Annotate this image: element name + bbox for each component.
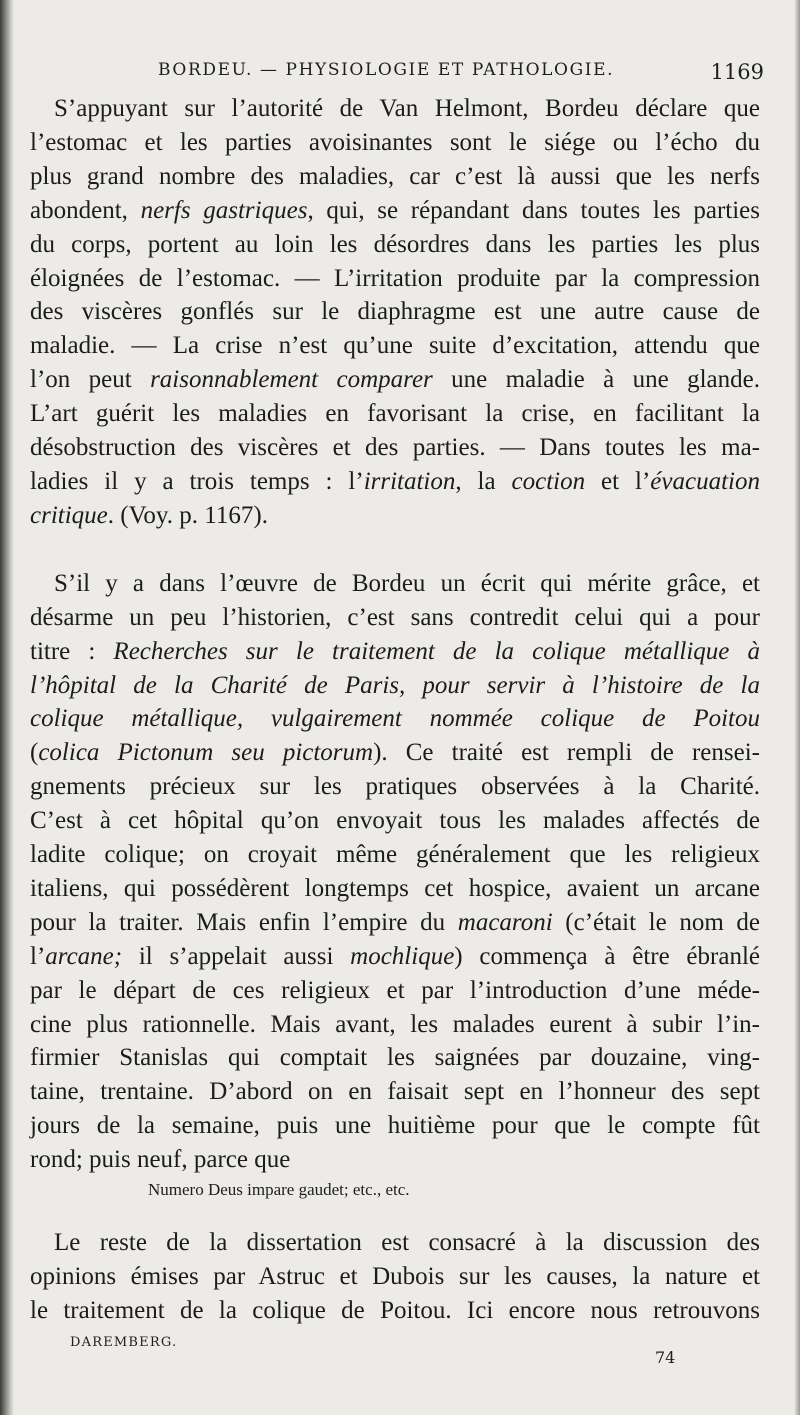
text-run: C’est à cet hôpital qu’on envoyait tous les malades affectés de xyxy=(30,807,760,835)
text-line xyxy=(30,1008,760,1042)
text-run: . (Voy. p. 1167). xyxy=(107,501,268,529)
italic-phrase: arcane; xyxy=(45,942,123,970)
text-run: taine, trentaine. D’abord on en faisait sept en l’honneur des sept xyxy=(30,1078,760,1106)
text-line xyxy=(30,770,760,804)
text-run: S’appuyant sur l’autorité de Van Helmont, Bordeu déclare que xyxy=(54,95,760,122)
text-run: gnements précieux sur les pratiques observées à la Charité. xyxy=(30,773,760,801)
text-line xyxy=(30,567,760,601)
text-run: l’estomac et les parties avoisinantes sont le siége ou l’écho du xyxy=(30,128,760,156)
text-line xyxy=(30,601,760,635)
text-line xyxy=(30,872,760,906)
text-run: le traitement de la colique de Poitou. Ici encore nous retrouvons xyxy=(30,1297,760,1324)
text-run: opinions émises par Astruc et Dubois sur les causes, la nature et xyxy=(30,1263,760,1290)
text-run: rond; puis neuf, parce que xyxy=(30,1146,291,1174)
latin-quotation: Numero Deus impare gaudet; etc., etc. xyxy=(148,1180,410,1199)
text-line xyxy=(30,1294,760,1328)
running-head-title: BORDEU. — PHYSIOLOGIE ET PATHOLOGIE. xyxy=(158,60,615,80)
text-run: titre : xyxy=(30,637,114,665)
text-line xyxy=(30,499,760,533)
text-run: jours de la semaine, puis une huitième pour que le compte fût xyxy=(30,1112,760,1140)
text-run: ( xyxy=(30,739,39,767)
paragraph-gap xyxy=(30,533,760,567)
text-line xyxy=(30,465,760,499)
text-run: des viscères gonflés sur le diaphragme est une autre cause de xyxy=(30,298,760,326)
text-run: désobstruction des viscères et des parties. — Dans toutes les ma- xyxy=(30,434,760,462)
text-line xyxy=(30,974,760,1008)
italic-phrase: irritation xyxy=(363,467,456,495)
italic-phrase: Recherches sur le traitement de la colique métallique à xyxy=(113,637,760,665)
text-line xyxy=(30,160,760,194)
italic-phrase: coction xyxy=(511,467,586,495)
text-run: plus grand nombre des maladies, car c’est là aussi que les nerfs xyxy=(30,162,760,190)
text-run: pour la traiter. Mais enfin l’empire du xyxy=(30,908,458,936)
text-line xyxy=(30,702,760,736)
text-run: abondent, xyxy=(30,196,141,224)
text-run: ). Ce traité est rempli de rensei- xyxy=(373,739,760,767)
page-edge-shadow xyxy=(794,0,800,1415)
paragraph-colique xyxy=(30,567,760,1177)
text-line xyxy=(30,1143,760,1177)
text-line xyxy=(30,1109,760,1143)
text-run: et l’ xyxy=(585,467,651,495)
text-line xyxy=(30,736,760,770)
text-line xyxy=(30,329,760,363)
text-run: cine plus rationnelle. Mais avant, les malades eurent à subir l’in- xyxy=(30,1010,760,1038)
text-run: du corps, portent au loin les désordres dans les parties les plus xyxy=(30,230,760,258)
text-line xyxy=(30,397,760,431)
text-line xyxy=(30,228,760,262)
text-line xyxy=(30,906,760,940)
text-run: , qui, se répandant dans toutes les parties xyxy=(307,196,760,224)
italic-phrase: raisonnablement comparer xyxy=(150,366,433,394)
main-text xyxy=(30,92,760,1177)
printer-signature: DAREMBERG. xyxy=(70,1335,178,1350)
paragraph-autorite xyxy=(30,92,760,533)
text-run: firmier Stanislas qui comptait les saignées par douzaine, ving- xyxy=(30,1044,760,1072)
text-line xyxy=(30,940,760,974)
text-line xyxy=(30,262,760,296)
text-line xyxy=(30,363,760,397)
italic-phrase: mochlique xyxy=(350,942,455,970)
text-line xyxy=(30,1226,760,1260)
text-line xyxy=(30,431,760,465)
text-line xyxy=(30,295,760,329)
text-run: Le reste de la dissertation est consacré à la discussion des xyxy=(54,1229,760,1256)
text-run: l’ xyxy=(30,942,46,970)
paragraph-dissertation xyxy=(30,1226,760,1328)
text-run: L’art guérit les maladies en favorisant la crise, en facilitant la xyxy=(30,400,760,428)
text-run: (c’était le nom de xyxy=(552,908,760,936)
text-line xyxy=(30,1260,760,1294)
italic-phrase: colique métallique, vulgairement nommée colique de Poitou xyxy=(30,705,760,733)
text-run: l’on peut xyxy=(30,366,151,394)
text-run: ladite colique; on croyait même généralement que les religieux xyxy=(30,841,760,869)
text-line xyxy=(30,838,760,872)
text-run: ladies il y a trois temps : l’ xyxy=(30,467,364,495)
signature-folio: 74 xyxy=(655,1348,676,1367)
text-line xyxy=(30,635,760,669)
text-run: par le départ de ces religieux et par l’introduction d’une méde- xyxy=(30,976,760,1004)
text-line xyxy=(30,126,760,160)
running-head xyxy=(0,58,800,88)
text-run: , la xyxy=(455,467,512,495)
page-gutter-shadow xyxy=(0,0,14,1415)
text-run: éloignées de l’estomac. — L’irritation produite par la compression xyxy=(30,264,760,292)
text-run: une maladie à une glande. xyxy=(432,366,760,394)
text-run: il s’appelait aussi xyxy=(122,942,351,970)
text-line xyxy=(30,669,760,703)
text-run: désarme un peu l’historien, c’est sans contredit celui qui a pour xyxy=(30,603,760,631)
italic-phrase: macaroni xyxy=(457,908,553,936)
text-run: S’il y a dans l’œuvre de Bordeu un écrit qui mérite grâce, et xyxy=(54,569,760,597)
text-run: ) commença à être ébranlé xyxy=(454,942,760,970)
italic-phrase: colica Pictonum seu pictorum xyxy=(38,739,374,767)
italic-phrase: nerfs gastriques xyxy=(140,196,308,224)
italic-phrase: critique xyxy=(30,501,108,529)
text-run: italiens, qui possédèrent longtemps cet hospice, avaient un arcane xyxy=(30,874,760,902)
text-line xyxy=(30,804,760,838)
text-line xyxy=(30,1041,760,1075)
italic-phrase: évacuation xyxy=(650,467,760,495)
text-run: maladie. — La crise n’est qu’une suite d’excitation, attendu que xyxy=(30,332,760,360)
text-line xyxy=(30,1075,760,1109)
page-number: 1169 xyxy=(710,60,764,84)
italic-phrase: l’hôpital de la Charité de Paris, pour servir à l’histoire de la xyxy=(30,671,760,699)
text-line xyxy=(30,92,760,126)
text-line xyxy=(30,194,760,228)
